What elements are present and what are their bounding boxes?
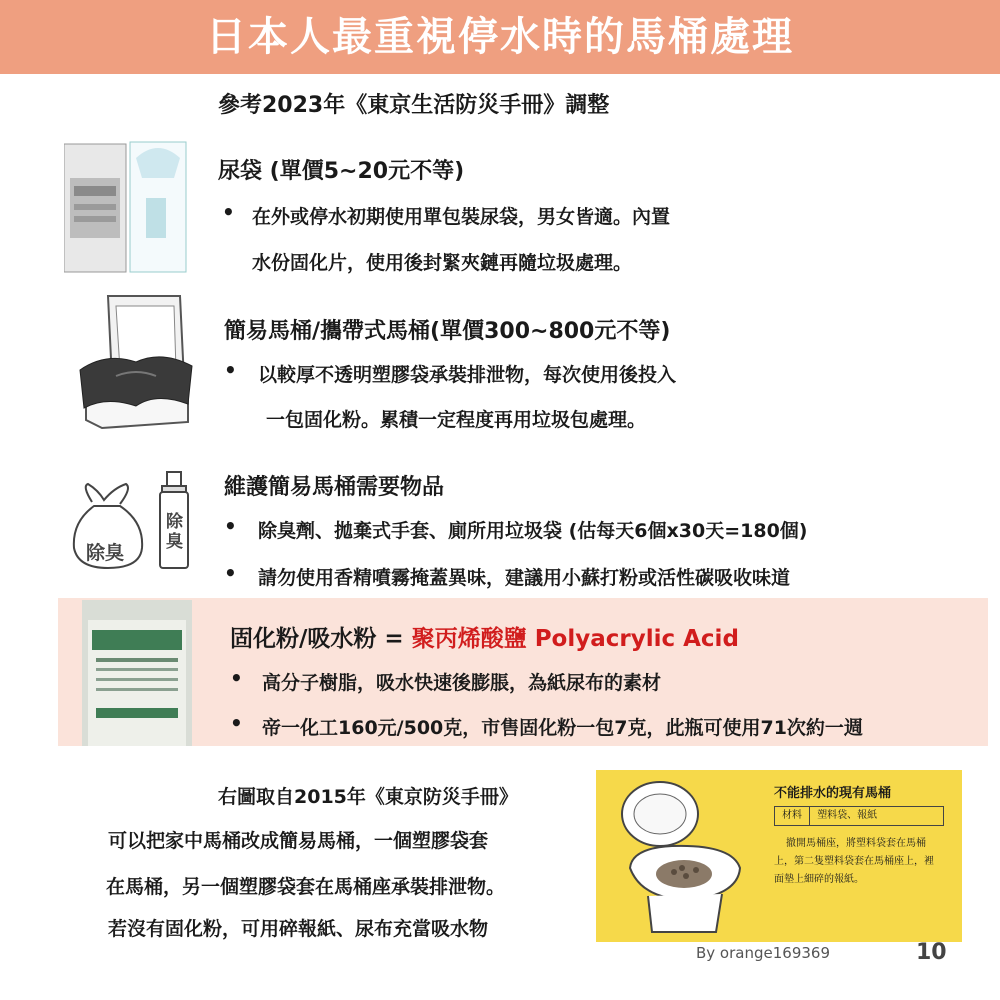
section-3-line-1: 除臭劑、拋棄式手套、廁所用垃圾袋 (估每天6個x30天=180個) [258, 520, 808, 542]
page-number: 10 [916, 940, 947, 965]
section-1-line-2: 水份固化片，使用後封緊夾鏈再隨垃圾處理。 [252, 252, 633, 274]
deodorant-spray-label: 除臭 [166, 512, 183, 552]
illustration-desc-2: 上，第二隻塑料袋套在馬桶座上，裡 [774, 856, 934, 867]
bullet-icon: • [230, 711, 243, 735]
illustration-material-label: 材料 [775, 807, 810, 825]
portable-toilet-illustration [76, 292, 200, 432]
illustration-material-row [774, 806, 944, 826]
section-2-line-1: 以較厚不透明塑膠袋承裝排泄物，每次使用後投入 [258, 364, 677, 386]
bullet-icon: • [222, 200, 235, 224]
section-3-line-2: 請勿使用香精噴霧掩蓋異味，建議用小蘇打粉或活性碳吸收味道 [258, 567, 791, 589]
section-4-line-1: 高分子樹脂，吸水快速後膨脹，為紙尿布的素材 [262, 672, 662, 694]
section-2-heading: 簡易馬桶/攜帶式馬桶(單價300~800元不等) [224, 319, 671, 344]
bottom-line-3: 若沒有固化粉，可用碎報紙、尿布充當吸水物 [108, 918, 489, 940]
illustration-desc-1: 撤開馬桶座，將塑料袋套在馬桶 [786, 838, 926, 849]
reference-note: 參考2023年《東京生活防災手冊》調整 [218, 93, 610, 118]
polyacrylic-acid-highlight: 聚丙烯酸鹽 Polyacrylic Acid [411, 626, 739, 652]
section-1-heading: 尿袋 (單價5~20元不等) [218, 159, 465, 184]
illustration-material-value: 塑料袋、報紙 [817, 810, 878, 821]
solidifier-bottle-photo [82, 600, 192, 746]
bullet-icon: • [224, 561, 237, 585]
section-4-line-2: 帝一化工160元/500克，市售固化粉一包7克，此瓶可使用71次約一週 [262, 717, 863, 739]
section-2-line-2: 一包固化粉。累積一定程度再用垃圾包處理。 [266, 409, 647, 431]
illustration-desc-3: 面墊上細碎的報紙。 [774, 874, 864, 885]
toilet-with-bag-illustration [612, 776, 762, 938]
section-1-line-1: 在外或停水初期使用單包裝尿袋，男女皆適。內置 [252, 206, 671, 228]
title-bar [0, 0, 1000, 74]
bottom-line-1: 可以把家中馬桶改成簡易馬桶，一個塑膠袋套 [108, 830, 489, 852]
urine-bag-photo [64, 138, 188, 274]
section-3-heading: 維護簡易馬桶需要物品 [224, 475, 445, 500]
section-4-heading-prefix: 固化粉/吸水粉 = [230, 626, 412, 652]
bottom-source-note: 右圖取自2015年《東京防災手冊》 [218, 786, 518, 808]
bullet-icon: • [224, 514, 237, 538]
deodorant-bag-label: 除臭 [86, 542, 125, 564]
page-title: 日本人最重視停水時的馬桶處理 [206, 14, 794, 60]
bullet-icon: • [224, 358, 237, 382]
section-4-heading [230, 620, 739, 653]
bottom-line-2: 在馬桶，另一個塑膠袋套在馬桶座承裝排泄物。 [106, 876, 506, 898]
author-signature: By orange169369 [696, 944, 830, 962]
bullet-icon: • [230, 666, 243, 690]
illustration-title: 不能排水的現有馬桶 [774, 786, 892, 801]
